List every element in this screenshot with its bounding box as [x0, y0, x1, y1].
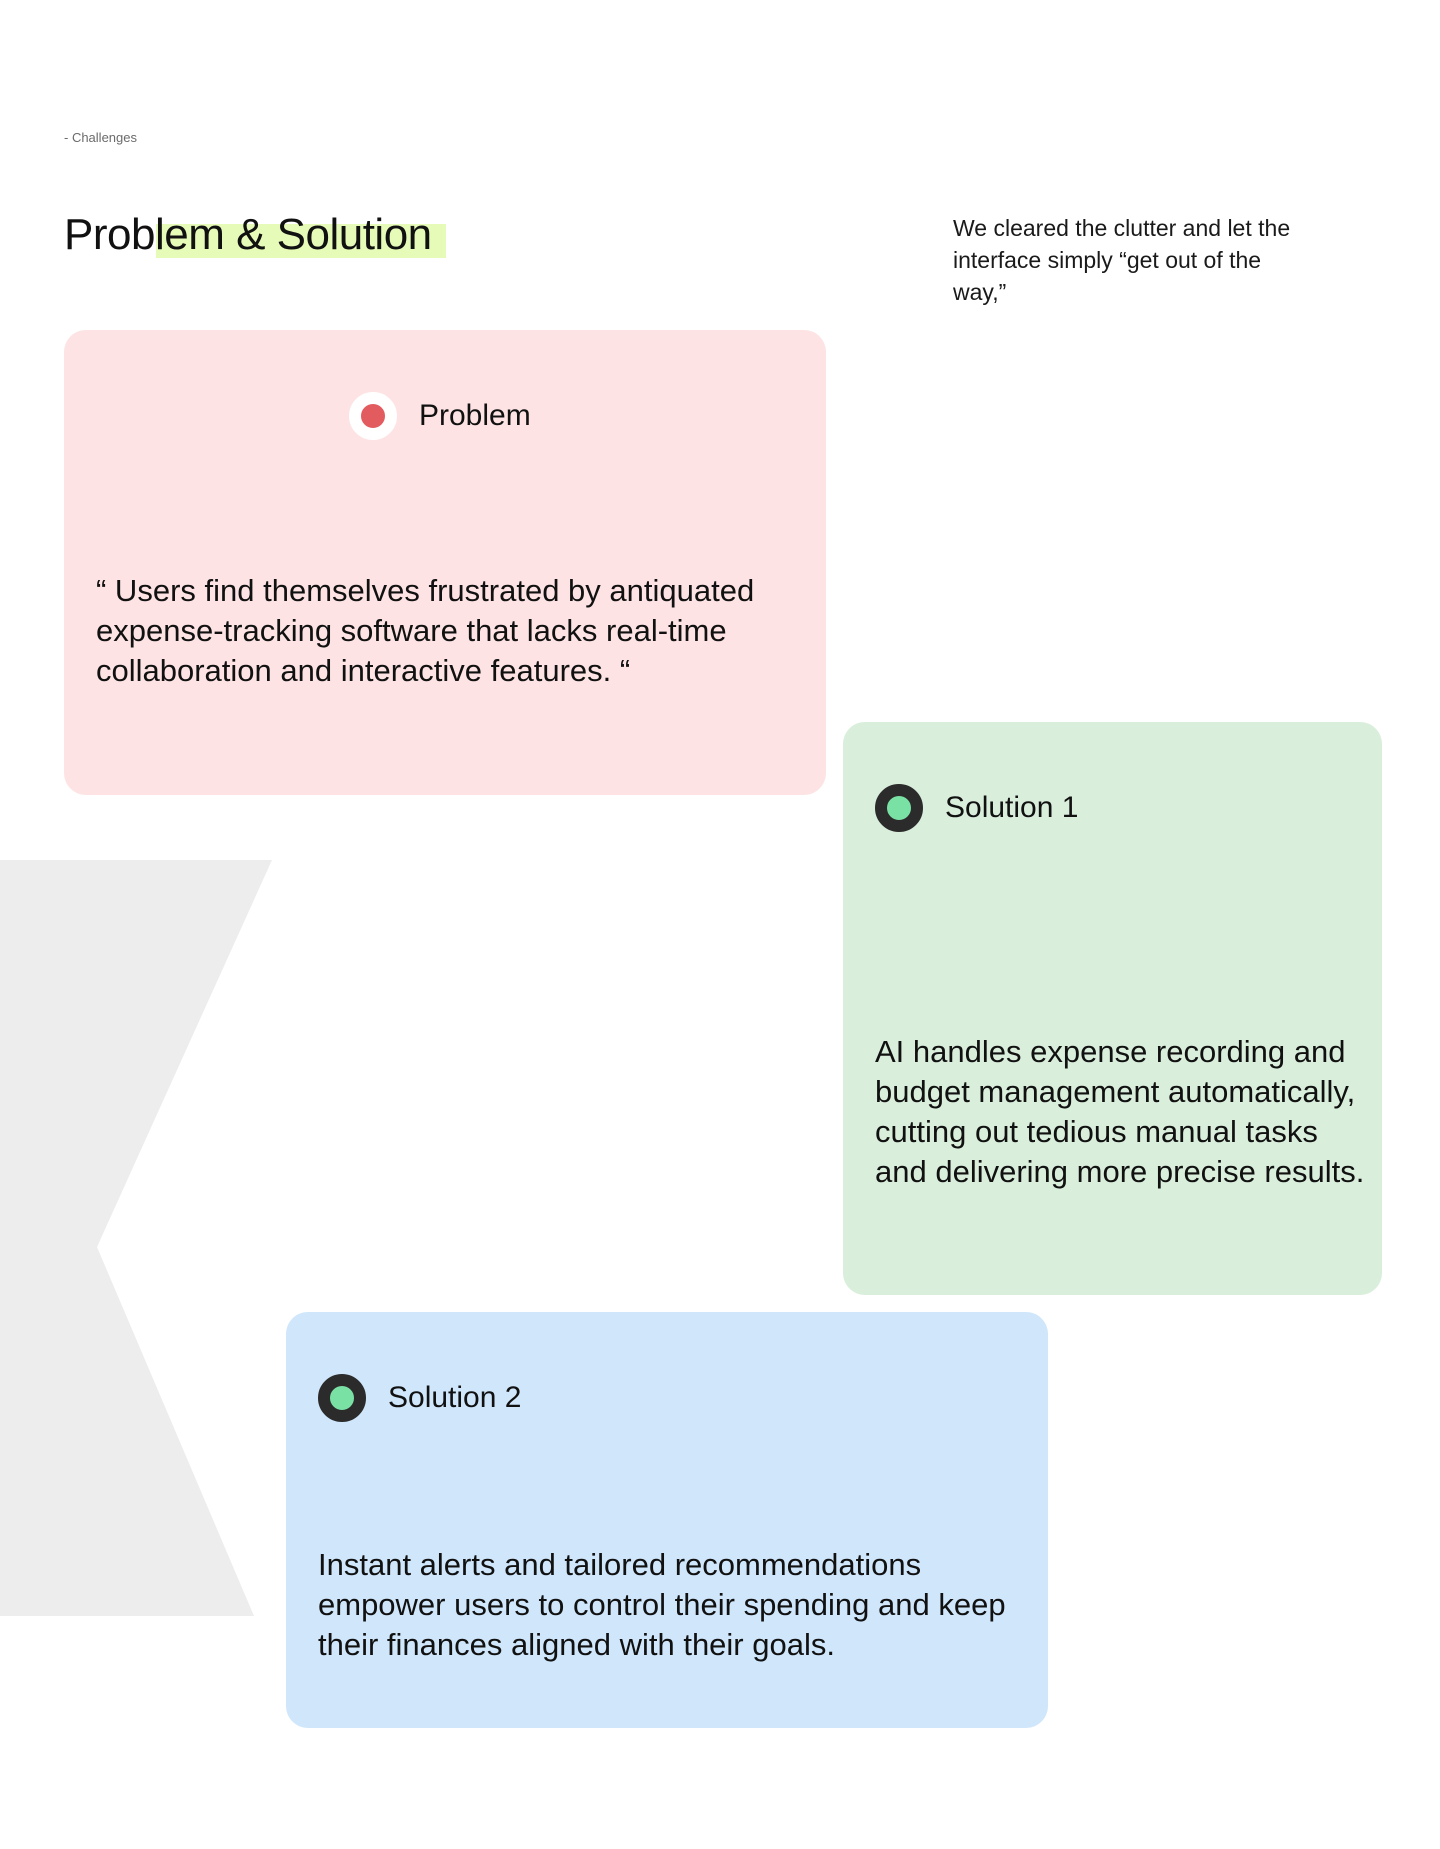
problem-card-header	[349, 392, 531, 440]
problem-card	[64, 330, 826, 795]
green-dot-icon	[318, 1374, 366, 1422]
page-title	[64, 211, 432, 259]
solution-1-card-header	[875, 784, 1078, 832]
solution-1-card	[843, 722, 1382, 1295]
solution-2-card-header	[318, 1374, 521, 1422]
green-dot-icon	[875, 784, 923, 832]
section-tag: - Challenges	[64, 130, 137, 145]
solution-2-card-body: Instant alerts and tailored recommendations empower users to control their spending and keep their finances aligned with their goals.	[318, 1547, 1006, 1662]
solution-2-card	[286, 1312, 1048, 1728]
problem-card-title: Problem	[419, 399, 531, 432]
intro-note: We cleared the clutter and let the interface simply “get out of the way,”	[953, 215, 1291, 305]
red-dot-icon	[349, 392, 397, 440]
solution-1-card-title: Solution 1	[945, 791, 1079, 824]
solution-2-card-title: Solution 2	[388, 1381, 522, 1414]
problem-card-body: “ Users find themselves frustrated by antiquated expense-tracking software that lacks real-time collaboration and interactive features. “	[96, 573, 755, 688]
decorative-chevron-shape	[0, 860, 272, 1616]
title-highlight-wrap	[64, 211, 432, 259]
page-title-text: Problem & Solution	[64, 210, 432, 259]
solution-1-card-body: AI handles expense recording and budget management automatically, cutting out tedious manual tasks and delivering more precise results.	[875, 1034, 1365, 1189]
